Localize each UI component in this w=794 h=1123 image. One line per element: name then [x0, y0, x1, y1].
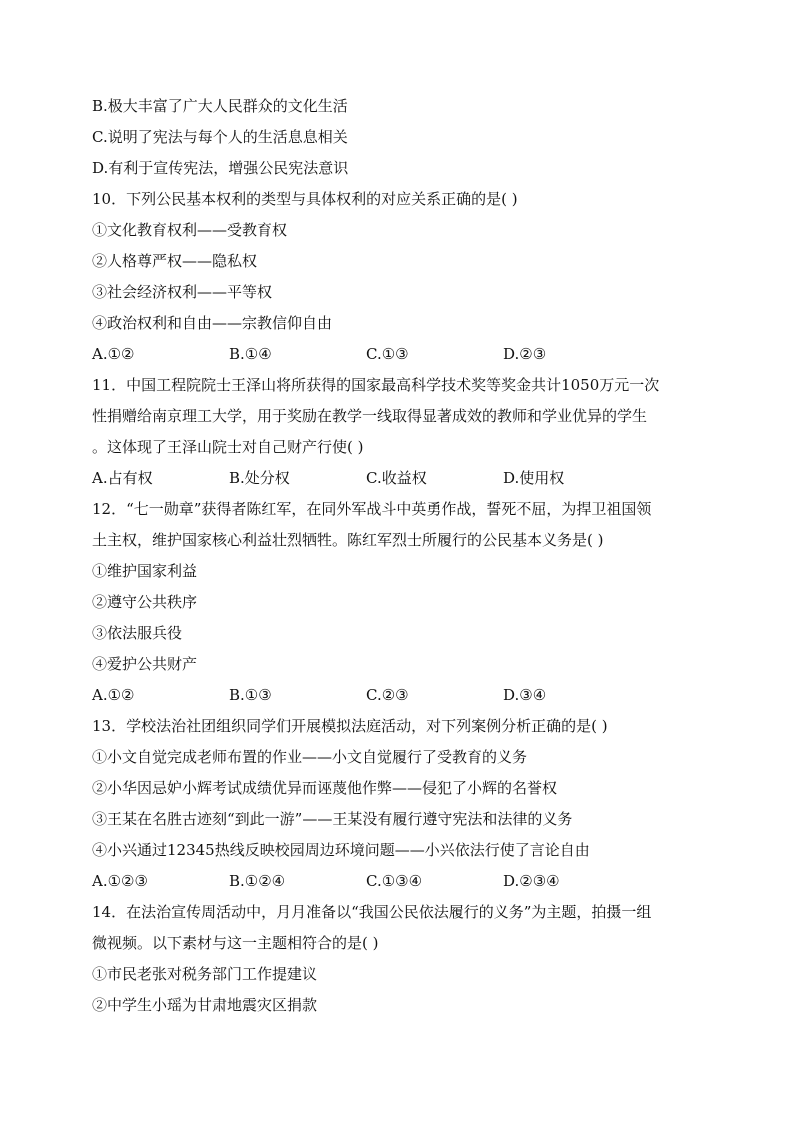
q10-choice-b: B.①④	[229, 345, 272, 363]
q11-stem-line: 11．中国工程院院士王泽山将所获得的国家最高科学技术奖等奖金共计1050万元一次	[92, 376, 660, 394]
q13-choice-c: C.①③④	[366, 872, 423, 890]
question-content	[92, 94, 702, 1024]
q10-item: ③社会经济权利——平等权	[92, 283, 273, 301]
q12-choice-a: A.①②	[92, 686, 135, 704]
q10-choices	[92, 342, 702, 373]
q10-choice-d: D.②③	[503, 345, 547, 363]
q13-item: ④小兴通过12345热线反映校园周边环境问题——小兴依法行使了言论自由	[92, 841, 590, 859]
q11-choice-b: B.处分权	[229, 469, 290, 487]
q12-choice-b: B.①③	[229, 686, 272, 704]
q13-item: ③王某在名胜古迹刻“到此一游”——王某没有履行遵守宪法和法律的义务	[92, 810, 573, 828]
q10-item: ④政治权利和自由——宗教信仰自由	[92, 314, 333, 332]
q13-choice-b: B.①②④	[229, 872, 286, 890]
q13-item: ①小文自觉完成老师布置的作业——小文自觉履行了受教育的义务	[92, 748, 528, 766]
q10-item: ①文化教育权利——受教育权	[92, 221, 288, 239]
q13-stem: 13．学校法治社团组织同学们开展模拟法庭活动，对下列案例分析正确的是( )	[92, 717, 608, 735]
q9-option-b: B.极大丰富了广大人民群众的文化生活	[92, 97, 348, 115]
q12-choice-d: D.③④	[503, 686, 547, 704]
q9-option-d: D.有利于宣传宪法，增强公民宪法意识	[92, 159, 349, 177]
q11-choices	[92, 466, 702, 497]
q12-item: ④爱护公共财产	[92, 655, 198, 673]
q11-stem-line: 性捐赠给南京理工大学，用于奖励在教学一线取得显著成效的教师和学业优异的学生	[92, 407, 648, 425]
q14-item: ①市民老张对税务部门工作提建议	[92, 965, 318, 983]
q10-stem: 10．下列公民基本权利的类型与具体权利的对应关系正确的是( )	[92, 190, 518, 208]
q11-choice-a: A.占有权	[92, 469, 153, 487]
q14-stem-line: 微视频。以下素材与这一主题相符合的是( )	[92, 934, 379, 952]
q10-choice-a: A.①②	[92, 345, 135, 363]
q12-choices	[92, 683, 702, 714]
q12-choice-c: C.②③	[366, 686, 409, 704]
q9-option-c: C.说明了宪法与每个人的生活息息相关	[92, 128, 348, 146]
q11-choice-d: D.使用权	[503, 469, 565, 487]
q10-choice-c: C.①③	[366, 345, 409, 363]
q11-choice-c: C.收益权	[366, 469, 427, 487]
q10-item: ②人格尊严权——隐私权	[92, 252, 258, 270]
q14-stem-line: 14．在法治宣传周活动中，月月准备以“我国公民依法履行的义务”为主题，拍摄一组	[92, 903, 652, 921]
q12-item: ①维护国家利益	[92, 562, 198, 580]
q12-item: ②遵守公共秩序	[92, 593, 198, 611]
q12-stem-line: 土主权，维护国家核心利益壮烈牺牲。陈红军烈士所履行的公民基本义务是( )	[92, 531, 604, 549]
q12-stem-line: 12．“七一勋章”获得者陈红军，在同外军战斗中英勇作战，誓死不屈，为捍卫祖国领	[92, 500, 652, 518]
q13-item: ②小华因忌妒小辉考试成绩优异而诬蔑他作弊——侵犯了小辉的名誉权	[92, 779, 558, 797]
q14-item: ②中学生小瑶为甘肃地震灾区捐款	[92, 996, 318, 1014]
q11-stem-line: 。这体现了王泽山院士对自己财产行使( )	[92, 438, 364, 456]
q13-choice-d: D.②③④	[503, 872, 560, 890]
q13-choices	[92, 869, 702, 900]
q13-choice-a: A.①②③	[92, 872, 148, 890]
q12-item: ③依法服兵役	[92, 624, 183, 642]
